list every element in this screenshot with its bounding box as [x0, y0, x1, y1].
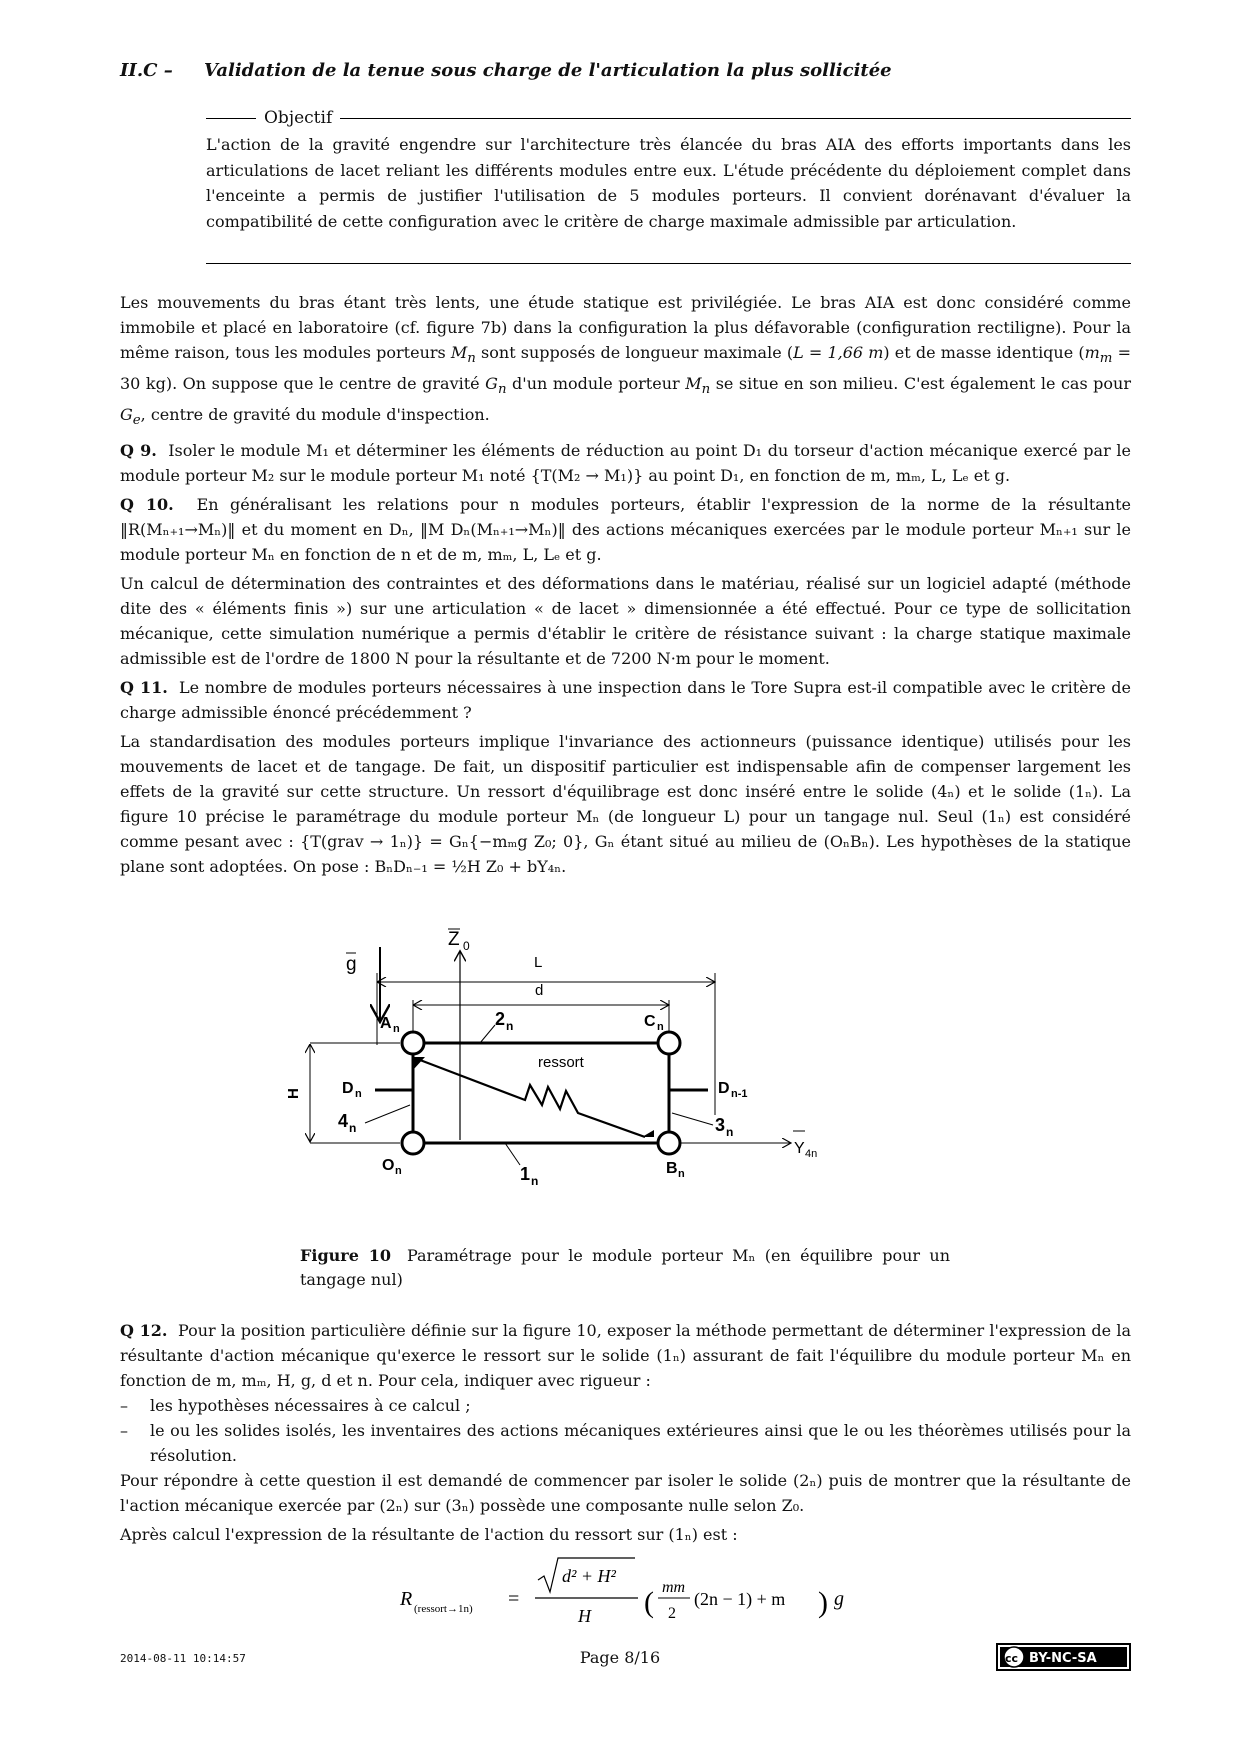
y4n-subscript: 4n: [805, 1148, 818, 1160]
objective-left-rule: [206, 118, 256, 119]
cn-label: C: [644, 1013, 656, 1030]
objective-header: [206, 108, 1131, 128]
formula-inner-denominator: 2: [668, 1605, 676, 1622]
n4-subscript: n: [349, 1121, 357, 1135]
list-item: – le ou les solides isolés, les inventaires des actions mécaniques extérieures ainsi que le ou les théorèmes utilisés pour la résolution.: [120, 1418, 1131, 1468]
an-subscript: n: [393, 1023, 400, 1035]
question-10-label: Q 10.: [120, 494, 174, 514]
main-text-block: [120, 290, 1131, 883]
an-label: A: [380, 1015, 392, 1032]
list-item: – les hypothèses nécessaires à ce calcul ;: [120, 1393, 1131, 1418]
g-label: g: [346, 954, 357, 975]
after-calc-paragraph: Après calcul l'expression de la résultante de l'action du ressort sur (1ₙ) est :: [120, 1525, 738, 1544]
question-12-list: [120, 1393, 1131, 1468]
n1-subscript: n: [531, 1174, 539, 1188]
question-12-text: Pour la position particulière définie sur la figure 10, exposer la méthode permettant de déterminer l'expression de la résultante d'action mécanique qu'exerce le ressort sur le solide (1ₙ) assurant de fait l'équilibre du module porteur Mₙ en fonction de m, mₘ, H, g, d et n. Pour cela, indiquer avec rigueur :: [120, 1321, 1132, 1390]
footer-date: 2014-08-11 10:14:57: [120, 1652, 246, 1665]
n1-label: 1: [520, 1164, 531, 1184]
objective-right-rule: [340, 118, 1131, 119]
formula-rest: (2n − 1) + m: [694, 1589, 786, 1609]
spring-anchor-top: [413, 1057, 425, 1070]
joint-cn: [658, 1032, 680, 1054]
formula-g: g: [834, 1588, 844, 1610]
question-11-label: Q 11.: [120, 677, 168, 697]
formula-lhs: R: [400, 1588, 413, 1610]
on-subscript: n: [395, 1165, 402, 1177]
question-10-text: En généralisant les relations pour n modules porteurs, établir l'expression de la norme de la résultante ‖R(Mₙ₊₁→Mₙ)‖ et du moment en Dₙ, ‖M Dₙ(Mₙ₊₁→Mₙ)‖ des actions mécaniques exercées par le module porteur Mₙ₊₁ sur le module porteur Mₙ en fonction de n et de m, mₘ, L, Lₑ et g.: [120, 494, 1132, 564]
n3-leader: [672, 1113, 713, 1125]
section-title: Validation de la tenue sous charge de l'articulation la plus sollicitée: [204, 60, 892, 81]
question-9-label: Q 9.: [120, 440, 157, 460]
on-label: O: [382, 1157, 395, 1174]
figure-caption-text: Paramétrage pour le module porteur Mₙ (en équilibre pour un tangage nul): [300, 1246, 951, 1289]
question-9: [120, 438, 1131, 488]
joint-on: [402, 1132, 424, 1154]
formula-numerator: d² + H²: [562, 1566, 616, 1586]
objective-label: Objectif: [264, 108, 333, 128]
objective-bottom-rule: [206, 263, 1131, 264]
question-10: [120, 492, 1131, 567]
figure-caption: [300, 1244, 950, 1292]
formula-paren-open: (: [644, 1586, 654, 1619]
n1-leader: [505, 1143, 520, 1165]
n3-subscript: n: [726, 1125, 734, 1139]
page-number: Page 8/16: [579, 1648, 661, 1667]
calculation-paragraph: Un calcul de détermination des contraintes et des déformations dans le matériau, réalisé sur un logiciel adapté (méthode dite des « éléments finis ») sur une articulation « de lacet » dimensionnée a été effectué. Pour ce type de sollicitation mécanique, cette simulation numérique a permis d'établir le critère de résistance suivant : la charge statique maximale admissible est de l'ordre de 1800 N pour la résultante et de 7200 N·m pour le moment.: [120, 573, 1131, 668]
lower-text-block: [120, 1318, 1131, 1551]
section-number: II.C –: [120, 60, 173, 81]
spring: [420, 1060, 645, 1137]
joint-an: [402, 1032, 424, 1054]
intro-paragraph: Les mouvements du bras étant très lents, une étude statique est privilégiée. Le bras AIA est donc considéré comme immobile et placé en laboratoire (cf. figure 7b) dans la configuration la plus défavorable (configuration rectiligne). Pour la même raison, tous les modules porteurs $M_n$ sont supposés de longueur maximale (L = 1,66 m) et de masse identique ($m_m = 30$ kg). On suppose que le centre de gravité $G_n$ d'un module porteur $M_n$ se situe en son milieu. C'est également le cas pour $G_e$, centre de gravité du module d'inspection.: [120, 293, 1132, 429]
formula-equals: =: [508, 1588, 520, 1610]
license-text: BY-NC-SA: [1029, 1651, 1097, 1666]
question-9-text: Isoler le module M₁ et déterminer les éléments de réduction au point D₁ du torseur d'action mécanique exercé par le module porteur M₂ sur le module porteur M₁ noté {T(M₂ → M₁)} au point D₁, en fonction de m, mₘ, L, Lₑ et g.: [120, 440, 1132, 485]
question-11-text: Le nombre de modules porteurs nécessaires à une inspection dans le Tore Supra est-il compatible avec le critère de charge admissible énoncé précédemment ?: [120, 677, 1132, 722]
n2-subscript: n: [506, 1019, 514, 1033]
y4n-label: Y: [794, 1140, 805, 1157]
spring-label: ressort: [538, 1054, 584, 1071]
n3-label: 3: [715, 1115, 726, 1135]
standardisation-paragraph: La standardisation des modules porteurs implique l'invariance des actionneurs (puissance identique) utilisés pour les mouvements de lacet et de tangage. De fait, un dispositif particulier est indispensable afin de compenser largement les effets de la gravité sur cette structure. Un ressort d'équilibrage est donc inséré entre le solide (4ₙ) et le solide (1ₙ). La figure 10 précise le paramétrage du module porteur Mₙ (de longueur L) pour un tangage nul. Seul (1ₙ) est considéré comme pesant avec : {T(grav → 1ₙ)} = Gₙ{−mₘg Z₀; 0}, Gₙ étant situé au milieu de (OₙBₙ). Les hypothèses de la statique plane sont adoptées. On pose : BₙDₙ₋₁ = ½H Z₀ + bY₄ₙ.: [120, 731, 1131, 876]
cc-license-badge: [996, 1643, 1131, 1671]
formula-denominator: H: [578, 1606, 591, 1626]
cn-subscript: n: [657, 1021, 664, 1033]
bn-label: B: [666, 1160, 678, 1177]
dn-subscript: n: [355, 1088, 362, 1100]
dn-1-subscript: n-1: [731, 1088, 748, 1100]
figure-caption-label: Figure 10: [300, 1246, 391, 1265]
question-12-label: Q 12.: [120, 1321, 168, 1340]
n4-label: 4: [338, 1111, 349, 1131]
formula-lhs-subscript: (ressort→1n): [414, 1603, 473, 1615]
n2-leader: [480, 1025, 495, 1043]
section-heading: [120, 60, 892, 81]
question-12: [120, 1318, 1131, 1393]
formula-paren-close: ): [818, 1586, 828, 1619]
dn-1-label: D: [718, 1080, 730, 1097]
spring-force-formula: [400, 1550, 880, 1645]
bn-subscript: n: [678, 1168, 685, 1180]
dn-label: D: [342, 1080, 354, 1097]
n2-label: 2: [495, 1009, 506, 1029]
joint-bn: [658, 1132, 680, 1154]
z0-label: Z: [448, 929, 460, 950]
z0-subscript: 0: [463, 939, 470, 953]
question-11: [120, 675, 1131, 725]
objective-text: L'action de la gravité engendre sur l'architecture très élancée du bras AIA des efforts importants dans les articulations de lacet reliant les différents modules entre eux. L'étude précédente du déploiement complet dans l'enceinte a permis de justifier l'utilisation de 5 modules porteurs. Il convient dorénavant d'évaluer la compatibilité de cette configuration avec le critère de charge maximale admissible par articulation.: [206, 135, 1131, 231]
d-label: d: [535, 982, 544, 999]
h-label: H: [285, 1088, 302, 1099]
n4-leader: [365, 1105, 410, 1123]
l-label: L: [534, 954, 543, 971]
formula-inner-numerator: mm: [662, 1579, 686, 1596]
license-cc-text: cc: [1005, 1652, 1019, 1665]
figure-10-diagram: [285, 925, 940, 1225]
answer-hint-paragraph: Pour répondre à cette question il est demandé de commencer par isoler le solide (2ₙ) puis de montrer que la résultante de l'action mécanique exercée par (2ₙ) sur (3ₙ) possède une composante nulle selon Z₀.: [120, 1471, 1131, 1515]
